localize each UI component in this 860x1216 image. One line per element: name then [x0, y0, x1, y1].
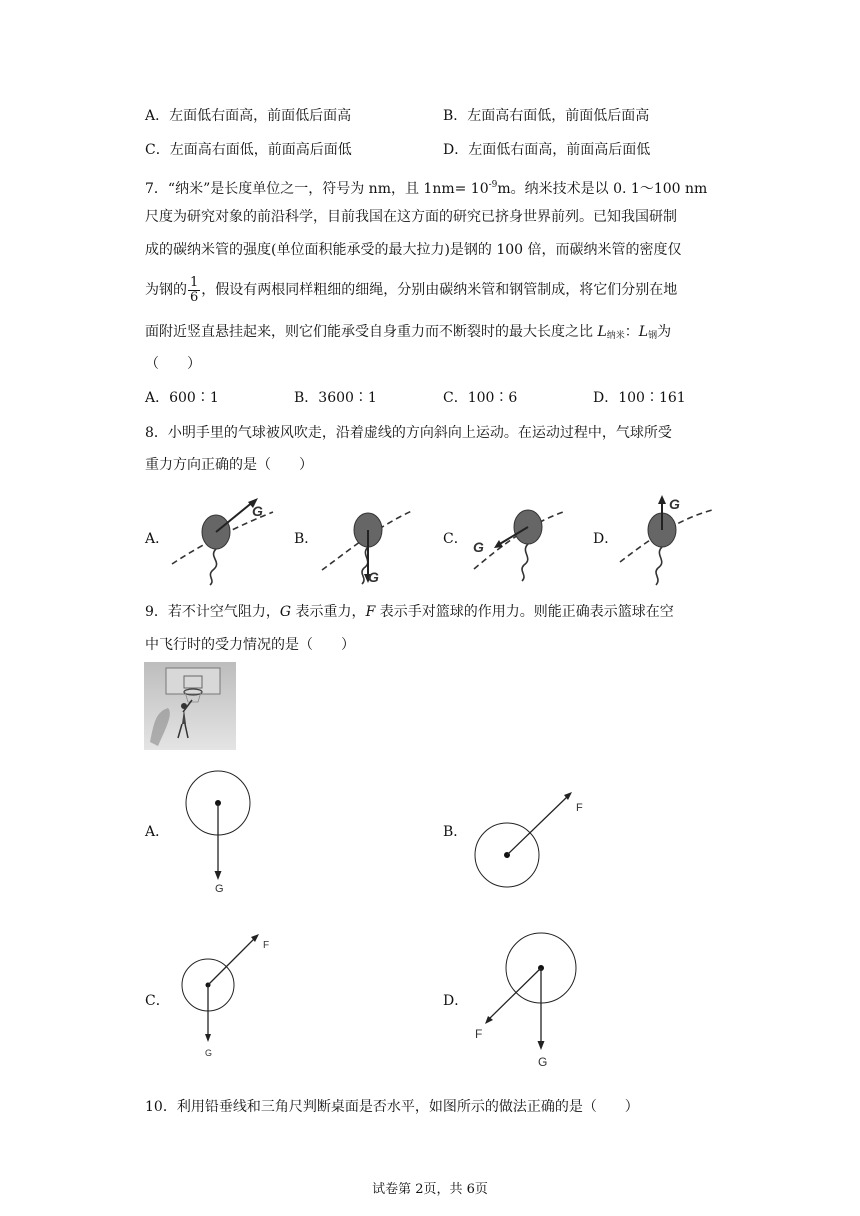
q9-line-2: 中飞行时的受力情况的是（ ）: [145, 637, 355, 653]
q7-answer-paren: （ ）: [145, 356, 201, 372]
force-label: F: [576, 802, 583, 814]
q7-option-d: D．100∶161: [593, 390, 686, 406]
force-diagram-c: [175, 930, 285, 1060]
force-label: F: [475, 1027, 483, 1041]
q8-label-c: C．: [443, 531, 468, 547]
q8-label-d: D．: [593, 531, 619, 547]
q7-option-b: B．3600∶1: [294, 390, 377, 406]
q6-option-d: D．左面低右面高，前面高后面低: [443, 142, 651, 158]
balloon-figure-b: [318, 506, 418, 586]
basketball-photo: [144, 662, 236, 750]
q9-line-1: 9．若不计空气阻力，G 表示重力，F 表示手对篮球的作用力。则能正确表示篮球在空: [145, 604, 674, 620]
q9-label-c: C．: [145, 993, 170, 1009]
q6-option-a: A．左面低右面高，前面低后面高: [145, 108, 352, 124]
balloon-figure-a: [168, 492, 278, 586]
fraction-one-sixth: $\frac{1}{6}$: [190, 274, 199, 305]
gravity-label: G: [368, 569, 379, 585]
q7-line-2: 尺度为研究对象的前沿科学，目前我国在这方面的研究已挤身世界前列。已知我国研制: [145, 209, 677, 225]
balloon-figure-c: [470, 505, 570, 585]
gravity-label: G: [538, 1055, 548, 1069]
q7-option-c: C．100∶6: [443, 390, 518, 406]
gravity-label: G: [215, 883, 224, 895]
force-diagram-d: [470, 930, 590, 1072]
force-diagram-a: [180, 768, 260, 898]
q9-label-a: A．: [145, 824, 170, 840]
q8-label-b: B．: [294, 531, 319, 547]
force-diagram-b: [470, 790, 590, 890]
gravity-label: G: [669, 496, 680, 512]
q9-label-d: D．: [443, 993, 469, 1009]
q7-line-3: 成的碳纳米管的强度(单位面积能承受的最大拉力)是钢的 100 倍，而碳纳米管的密度仅: [145, 242, 682, 258]
q7-line-1: 7．“纳米”是长度单位之一，符号为 nm，且 $1nm= 10^{-9}m$。纳米技术是以 0. 1～100 nm: [145, 180, 708, 197]
q7-option-a: A．600∶1: [145, 390, 219, 406]
gravity-label: G: [252, 503, 263, 519]
force-label: F: [263, 940, 270, 951]
q9-label-b: B．: [443, 824, 468, 840]
q6-option-c: C．左面高右面低，前面高后面低: [145, 142, 352, 158]
q8-label-a: A．: [145, 531, 170, 547]
gravity-label: G: [205, 1048, 213, 1058]
gravity-label: G: [473, 539, 484, 555]
q7-line-4: 为钢的 $\frac{1}{6}$ ，假设有两根同样粗细的细绳，分别由碳纳米管和钢管制成，将它们分别在地: [145, 274, 678, 305]
q8-line-1: 8．小明手里的气球被风吹走，沿着虚线的方向斜向上运动。在运动过程中，气球所受: [145, 425, 672, 441]
q6-option-b: B．左面高右面低，前面低后面高: [443, 108, 650, 124]
page-footer: 试卷第 2页，共 6页: [372, 1182, 488, 1197]
q7-line-5: 面附近竖直悬挂起来，则它们能承受自身重力而不断裂时的最大长度之比 $L_{纳米}$：$L_钢$为: [145, 324, 672, 341]
balloon-figure-d: [616, 492, 716, 588]
q10-line-1: 10．利用铅垂线和三角尺判断桌面是否水平，如图所示的做法正确的是（ ）: [145, 1099, 639, 1115]
q8-line-2: 重力方向正确的是（ ）: [145, 457, 313, 473]
